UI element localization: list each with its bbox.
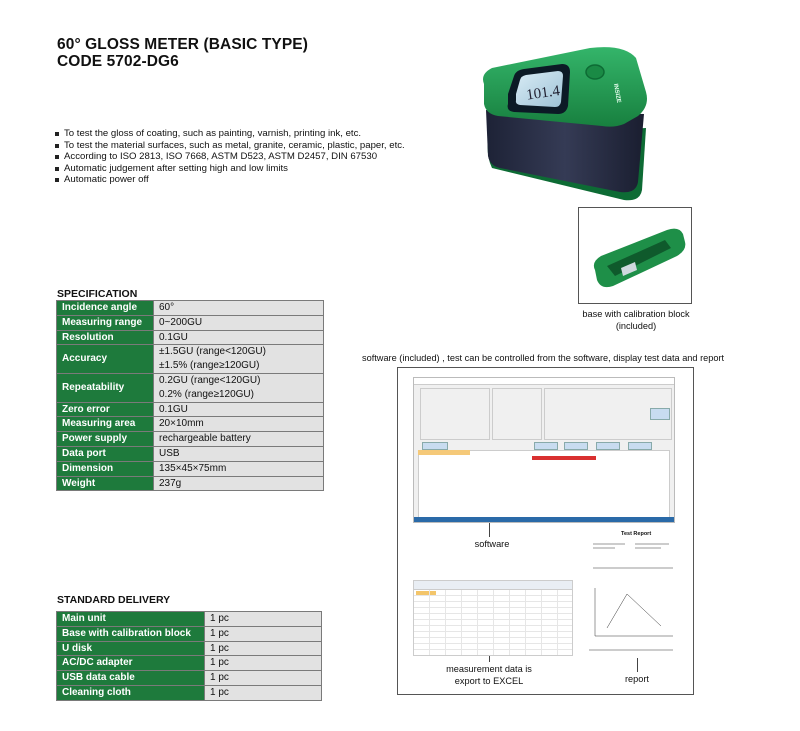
spec-value: 135×45×75mm	[154, 461, 324, 476]
spec-value-line: ±1.5% (range≥120GU)	[159, 360, 260, 372]
delivery-item: Base with calibration block	[57, 626, 205, 641]
table-row	[57, 373, 324, 402]
base-caption-line-1: base with calibration block	[582, 309, 690, 319]
feature-item: To test the gloss of coating, such as painting, varnish, printing ink, etc.	[54, 128, 405, 140]
spec-value: 0.1GU	[154, 330, 324, 345]
spec-key: Power supply	[57, 432, 154, 447]
spec-key: Data port	[57, 446, 154, 461]
title-line-1: 60° GLOSS METER (BASIC TYPE)	[57, 36, 309, 53]
feature-item: Automatic power off	[54, 174, 405, 186]
feature-item: To test the material surfaces, such as metal, granite, ceramic, plastic, paper, etc.	[54, 140, 405, 152]
specification-heading: SPECIFICATION	[57, 288, 138, 300]
table-row	[57, 432, 324, 447]
software-caption: software	[474, 539, 510, 549]
spec-value-line: ±1.5GU (range<120GU)	[159, 346, 266, 358]
spec-value: 0~200GU	[154, 315, 324, 330]
excel-caption-line-2: export to EXCEL	[454, 675, 524, 686]
delivery-item: AC/DC adapter	[57, 656, 205, 671]
excel-pointer-line	[489, 656, 490, 662]
spec-value	[154, 345, 324, 374]
table-row	[57, 330, 324, 345]
delivery-item: U disk	[57, 641, 205, 656]
table-row	[57, 345, 324, 374]
spec-key: Measuring range	[57, 315, 154, 330]
delivery-qty: 1 pc	[205, 641, 322, 656]
table-row	[57, 656, 322, 671]
calibration-base-image	[579, 208, 691, 303]
spec-value: rechargeable battery	[154, 432, 324, 447]
base-caption	[580, 309, 692, 332]
report-pointer-line	[637, 658, 638, 672]
report-chart-image	[585, 528, 677, 658]
excel-screenshot	[413, 580, 573, 656]
spec-value: 0.1GU	[154, 402, 324, 417]
software-pointer-line	[489, 523, 490, 537]
display-readout: 101.4	[525, 83, 561, 104]
delivery-qty: 1 pc	[205, 656, 322, 671]
spec-value-line: 0.2% (range≥120GU)	[159, 388, 254, 400]
table-row	[57, 641, 322, 656]
spec-value: 237g	[154, 476, 324, 491]
feature-item: According to ISO 2813, ISO 7668, ASTM D523, ASTM D2457, DIN 67530	[54, 151, 405, 163]
spec-value: 20×10mm	[154, 417, 324, 432]
table-row	[57, 671, 322, 686]
excel-caption-line-1: measurement data is	[446, 664, 532, 674]
table-row	[57, 301, 324, 316]
spec-key: Resolution	[57, 330, 154, 345]
base-caption-line-2: (included)	[615, 320, 657, 331]
spec-key: Repeatability	[57, 373, 154, 402]
device-brand: INSIZE	[612, 83, 622, 104]
delivery-qty: 1 pc	[205, 612, 322, 627]
delivery-item: USB data cable	[57, 671, 205, 686]
gloss-meter-image	[474, 44, 670, 204]
table-row	[57, 612, 322, 627]
spec-value-line: 0.2GU (range<120GU)	[159, 374, 261, 386]
spec-key: Dimension	[57, 461, 154, 476]
report-thumbnail	[585, 528, 677, 658]
spec-key: Incidence angle	[57, 301, 154, 316]
base-image-frame	[578, 207, 692, 304]
spec-value: 60°	[154, 301, 324, 316]
spec-value: USB	[154, 446, 324, 461]
title-line-2: CODE 5702-DG6	[57, 53, 179, 70]
spec-key: Measuring area	[57, 417, 154, 432]
table-row	[57, 685, 322, 700]
delivery-item: Cleaning cloth	[57, 685, 205, 700]
feature-item: Automatic judgement after setting high and low limits	[54, 163, 405, 175]
delivery-qty: 1 pc	[205, 685, 322, 700]
specification-table	[56, 300, 324, 491]
feature-list	[54, 128, 405, 186]
table-row	[57, 402, 324, 417]
spec-key: Weight	[57, 476, 154, 491]
delivery-qty: 1 pc	[205, 671, 322, 686]
page-title	[57, 36, 308, 70]
spec-value	[154, 373, 324, 402]
report-caption: report	[624, 674, 649, 684]
table-row	[57, 446, 324, 461]
table-row	[57, 315, 324, 330]
software-intro-caption: software (included) , test can be controlled from the software, display test data and report	[362, 353, 725, 363]
table-row	[57, 417, 324, 432]
table-row	[57, 461, 324, 476]
table-row	[57, 476, 324, 491]
report-title: Test Report	[621, 531, 652, 537]
excel-caption	[432, 664, 546, 687]
spec-key: Accuracy	[57, 345, 154, 374]
spec-key: Zero error	[57, 402, 154, 417]
delivery-table	[56, 611, 322, 701]
delivery-qty: 1 pc	[205, 626, 322, 641]
delivery-item: Main unit	[57, 612, 205, 627]
table-row	[57, 626, 322, 641]
software-screenshot	[413, 377, 675, 523]
delivery-heading: STANDARD DELIVERY	[57, 594, 171, 606]
